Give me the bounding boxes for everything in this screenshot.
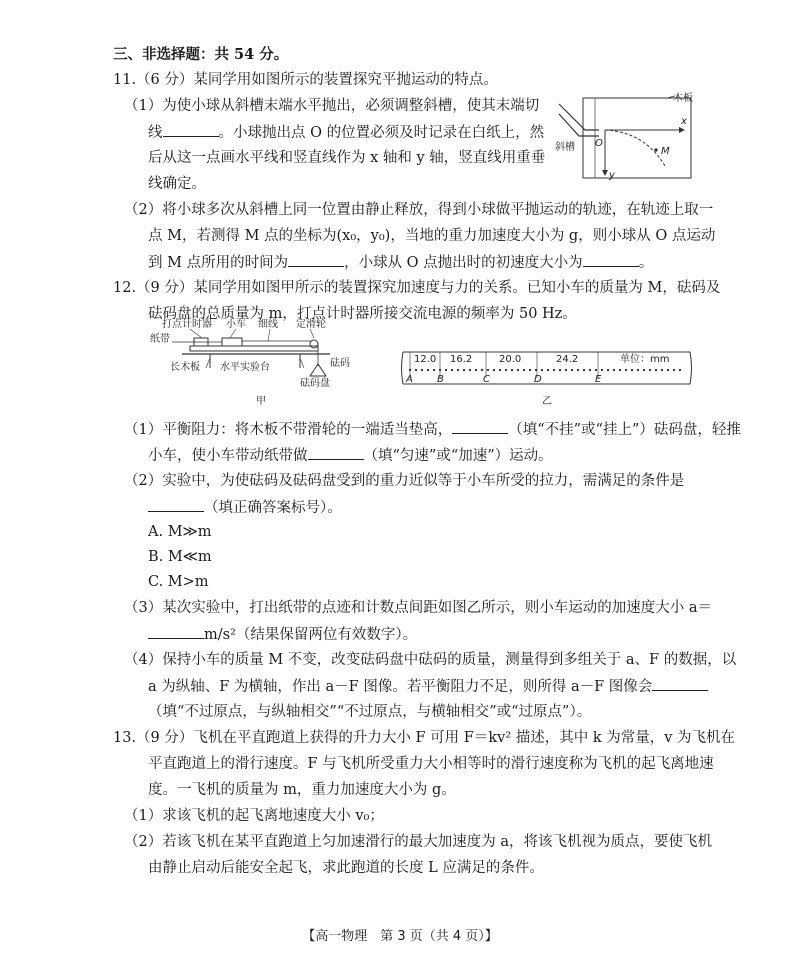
point-b: B — [437, 374, 444, 385]
tape-dot — [619, 369, 621, 371]
board-label: 木板 — [673, 93, 693, 104]
q13-part1: （1）求该飞机的起飞离地速度大小 v₀； — [124, 808, 384, 824]
tape-dot — [499, 369, 501, 371]
tape-dot — [595, 369, 597, 371]
origin-label: O — [595, 138, 603, 149]
figure-a-caption: 甲 — [256, 396, 266, 407]
tape-dot — [445, 369, 447, 371]
section-title: 三、非选择题：共 54 分。 — [113, 46, 289, 63]
pan-label: 砝码盘 — [300, 378, 330, 389]
q12-part2-text-b: （填正确答案标号）。 — [204, 500, 342, 516]
q11-part2-text-a: 到 M 点所用的时间为 — [148, 255, 289, 271]
tape-dot — [421, 369, 423, 371]
chute-upper — [559, 104, 599, 130]
q12-part2-line2 — [148, 497, 342, 518]
tape-dot — [661, 369, 663, 371]
tape-dot — [607, 369, 609, 371]
tape-dot — [517, 369, 519, 371]
q11-part2-text-b: ，小球从 O 点抛出时的初速度大小为 — [344, 255, 583, 271]
tape-dot — [427, 369, 429, 371]
cart — [222, 338, 242, 346]
q11-part2-line2: 点 M，若测得 M 点的坐标为(x₀，y₀)，当地的重力加速度大小为 g，则小球从 O 点运动 — [148, 228, 716, 244]
board-label-12: 长木板 — [170, 362, 200, 373]
tape-dot — [415, 369, 417, 371]
q12-option-c: C. M>m — [148, 574, 209, 590]
tape-dot — [613, 369, 615, 371]
tape-dot — [493, 369, 495, 371]
q12-blank-2[interactable] — [308, 445, 364, 460]
q12-part4-text-a: a 为纵轴、F 为横轴，作出 a－F 图像。若平衡阻力不足，则所得 a－F 图像会 — [148, 679, 653, 695]
q13-part2-line1: （2）若该飞机在某平直跑道上匀加速滑行的最大加速度为 a，将该飞机视为质点，要使飞机 — [124, 834, 712, 850]
tape-dot — [409, 369, 411, 371]
tape-dot — [505, 369, 507, 371]
tape-dot — [547, 369, 549, 371]
q11-part1-line3: 后从这一点画水平线和竖直线作为 x 轴和 y 轴，竖直线用重垂 — [148, 150, 546, 166]
long-board — [190, 346, 318, 351]
tape-dot — [637, 369, 639, 371]
q11-part1-line2 — [148, 122, 544, 143]
q12-part1-text-a: （1）平衡阻力：将木板不带滑轮的一端适当垫高， — [124, 422, 453, 438]
chute-lower — [559, 114, 599, 136]
q11-part1-text-a: 线 — [148, 125, 163, 141]
segment-bc: 16.2 — [450, 354, 473, 365]
q12-part4-line3: （填“不过原点，与纵轴相交”“不过原点，与横轴相交”或“过原点”）。 — [148, 704, 592, 720]
tape-dot — [577, 369, 579, 371]
tape-dot — [541, 369, 543, 371]
timer-label: 打点计时器 — [162, 319, 212, 330]
tape-dot — [451, 369, 453, 371]
tape-dot — [439, 369, 441, 371]
dot-row — [409, 369, 681, 371]
string-label: 细线 — [258, 319, 278, 330]
q12-part3-line2 — [148, 624, 417, 645]
tape-dot — [535, 369, 537, 371]
q11-part2-line3 — [148, 252, 653, 273]
point-c: C — [483, 374, 490, 385]
tape-dot — [601, 369, 603, 371]
q12-part2-line1: （2）实验中，为使砝码及砝码盘受到的重力近似等于小车所受的拉力，需满足的条件是 — [124, 473, 685, 489]
tape-dot — [571, 369, 573, 371]
q12-part4-line1: （4）保持小车的质量 M 不变，改变砝码盘中砝码的质量，测量得到多组关于 a、F 的数据，以 — [124, 652, 737, 668]
q13-part2-line2: 由静止启动后能安全起飞，求此跑道的长度 L 应满足的条件。 — [148, 860, 544, 876]
tape-label: 纸带 — [150, 334, 170, 345]
point-m — [654, 148, 657, 151]
x-label: x — [681, 116, 687, 127]
tape-dot — [673, 369, 675, 371]
q11-apparatus-figure — [555, 92, 695, 184]
q11-stem: 11.（6 分）某同学用如图所示的装置探究平抛运动的特点。 — [113, 72, 498, 88]
q12-part3-text-b: m/s²（结果保留两位有效数字）。 — [204, 627, 418, 643]
q12-part4-line2 — [148, 676, 708, 697]
q12-option-b: B. M≪m — [148, 549, 212, 565]
q11-part1-text-b: 。小球抛出点 O 的位置必须及时记录在白纸上，然 — [218, 125, 545, 141]
q12-part1-line2 — [148, 445, 553, 466]
tape-dot — [559, 369, 561, 371]
segment-cd: 20.0 — [499, 354, 522, 365]
chute-label: 斜槽 — [555, 142, 575, 153]
q12-stem-line2: 砝码盘的总质量为 m，打点计时器所接交流电源的频率为 50 Hz。 — [148, 306, 577, 322]
tape-dot — [625, 369, 627, 371]
q11-part1-line1: （1）为使小球从斜槽末端水平抛出，必须调整斜槽，使其末端切 — [124, 98, 540, 114]
trajectory — [605, 130, 665, 166]
m-label: M — [661, 146, 670, 157]
q12-part1-line1 — [124, 419, 741, 440]
tape-dot — [463, 369, 465, 371]
q11-blank-1[interactable] — [163, 122, 219, 137]
q12-figure-b-tape — [400, 348, 696, 408]
tape-dot — [511, 369, 513, 371]
q11-part2-line1: （2）将小球多次从斜槽上同一位置由静止释放，得到小球做平抛运动的轨迹，在轨迹上取一 — [124, 202, 714, 218]
tape-dot — [589, 369, 591, 371]
q12-part3-line1: （3）某次实验中，打出纸带的点迹和计数点间距如图乙所示，则小车运动的加速度大小 a＝ — [124, 600, 712, 616]
tape-dot — [667, 369, 669, 371]
tape-dot — [655, 369, 657, 371]
q11-part1-line4: 线确定。 — [148, 176, 206, 192]
point-d: D — [534, 374, 542, 385]
point-e: E — [595, 374, 602, 385]
tape-dot — [529, 369, 531, 371]
q11-blank-2[interactable] — [288, 252, 344, 267]
q12-option-a: A. M≫m — [148, 524, 212, 540]
tape-dot — [469, 369, 471, 371]
tape-dot — [433, 369, 435, 371]
tape-dot — [649, 369, 651, 371]
tape-dot — [583, 369, 585, 371]
tape-dot — [487, 369, 489, 371]
tape-dot — [475, 369, 477, 371]
figure-b-caption: 乙 — [542, 396, 552, 407]
tape-dot — [481, 369, 483, 371]
table-label: 水平实验台 — [220, 362, 270, 373]
segment-de: 24.2 — [556, 354, 579, 365]
segment-ab: 12.0 — [414, 354, 437, 365]
weight-label: 砝码 — [330, 358, 350, 369]
tape-dot — [643, 369, 645, 371]
point-a: A — [406, 374, 413, 385]
q12-blank-3[interactable] — [148, 497, 204, 512]
pulley — [310, 340, 318, 348]
page-footer: 【高一物理 第 3 页（共 4 页）】 — [302, 929, 498, 944]
car-label: 小车 — [226, 319, 246, 330]
tape-dot — [553, 369, 555, 371]
q12-part1-text-c: 小车，使小车带动纸带做 — [148, 448, 308, 464]
q12-part1-text-d: （填“匀速”或“加速”）运动。 — [363, 448, 553, 464]
tape-dot — [631, 369, 633, 371]
q12-stem-line1: 12.（9 分）某同学用如图甲所示的装置探究加速度与力的关系。已知小车的质量为 M，砝码及 — [113, 280, 721, 296]
unit-label: 单位：mm — [620, 354, 670, 365]
q12-blank-1[interactable] — [452, 419, 508, 434]
q13-stem-line1: 13.（9 分）飞机在平直跑道上获得的升力大小 F 可用 F＝kv² 描述，其中 k 为常量，v 为飞机在 — [113, 730, 736, 746]
q12-blank-4[interactable] — [148, 624, 204, 639]
q12-part1-text-b: （填“不挂”或“挂上”）砝码盘，轻推 — [508, 422, 741, 438]
q11-part2-text-c: 。 — [638, 255, 654, 271]
tape-dot — [679, 369, 681, 371]
tape-dot — [523, 369, 525, 371]
tape-dot — [565, 369, 567, 371]
q12-figure-a — [150, 318, 390, 408]
q12-blank-5[interactable] — [652, 676, 708, 691]
pulley-label: 定滑轮 — [296, 319, 326, 330]
tape-dot — [457, 369, 459, 371]
y-label: y — [609, 170, 615, 181]
q13-stem-line3: 度。一飞机的质量为 m，重力加速度大小为 g。 — [148, 782, 456, 798]
q11-blank-3[interactable] — [583, 252, 639, 267]
q13-stem-line2: 平直跑道上的滑行速度。F 与飞机所受重力大小相等时的滑行速度称为飞机的起飞离地速 — [148, 756, 714, 772]
